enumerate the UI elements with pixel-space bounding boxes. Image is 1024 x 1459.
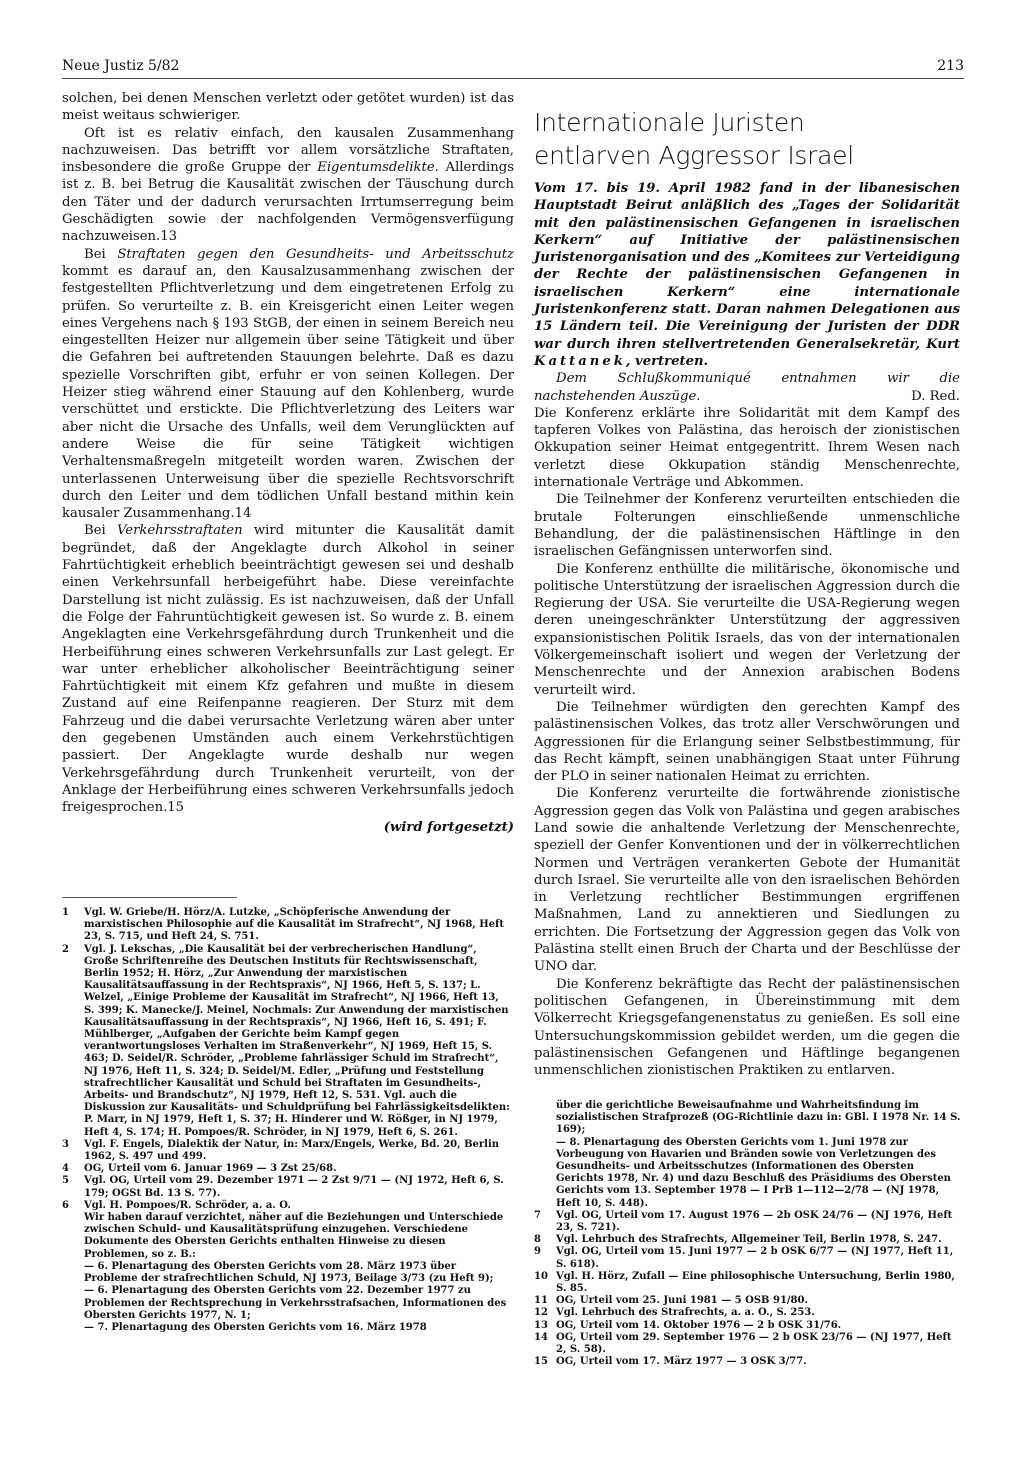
footnote xyxy=(534,1320,962,1332)
page-header xyxy=(62,58,964,74)
footnotes-left xyxy=(62,907,512,1334)
footnote-text: OG, Urteil vom 6. Januar 1969 — 3 Zst 25/68. xyxy=(84,1163,337,1175)
footnote-text: OG, Urteil vom 14. Oktober 1976 — 2 b OSK 31/76. xyxy=(556,1319,842,1331)
editor-signature: D. Red. xyxy=(911,388,960,404)
paragraph: solchen, bei denen Menschen verletzt oder getötet wurden) ist das meist weitaus schwieriger. xyxy=(62,91,514,124)
paragraph: Die Konferenz enthüllte die militärische, ökonomische und politische Unterstützung der israelischen Aggression durch die Regierung der USA. Sie verurteilte die USA-Regierung wegen deren uneingeschränkter Unterstützung der aggressiven expansionistischen Politik Israels, das von der internationalen Völkergemeinschaft isoliert und wegen der Verletzung der Menschenrechte und der Annexion arabischen Bodens verurteilt wird. xyxy=(534,561,960,698)
footnote-text: Vgl. W. Griebe/H. Hörz/A. Lutzke, „Schöpferische Anwendung der marxistischen Philosophie auf die Kausalität im Strafrecht“, NJ 1968, Heft 23, S. 715, und Heft 24, S. 751. xyxy=(84,907,504,943)
paragraph: Die Teilnehmer der Konferenz verurteilten entschieden die brutale Folterungen einschließende unmenschliche Behandlung, der die palästinensischen Häftlinge in den israelischen Gefängnissen unterworfen sind. xyxy=(534,492,960,560)
footnote-text: Vgl. J. Lekschas, „Die Kausalität bei der verbrecherischen Handlung“, Große Schriftenreihe des Deutschen Instituts für Rechtswissenschaft, Berlin 1952; H. Hörz, „Zur Anwendung der marxistischen Kausalitätsauffassung in der Rechtspraxis“, NJ 1966, Heft 5, S. 137; L. Welzel, „Einige Probleme der Kausalität im Strafrecht“, NJ 1966, Heft 13, S. 399; K. Manecke/J. Meinel, Nochmals: Zur Anwendung der marxistischen Kausalitätsauffassung in der Rechtspraxis“, NJ 1966, Heft 16, S. 491; F. Mühlberger, „Aufgaben der Gerichte beim Kampf gegen verantwortungsloses Verhalten im Straßenverkehr“, NJ 1969, Heft 15, S. 463; D. Seidel/R. Schröder, „Probleme fahrlässiger Schuld im Strafrecht“, NJ 1976, Heft 11, S. 324; D. Seidel/M. Edler, „Prüfung und Feststellung strafrechtlicher Kausalität und Schuld bei Straftaten im Gesundheits-, Arbeits- und Brandschutz“, NJ 1979, Heft 12, S. 531. Vgl. auch die Diskussion zur Kausalitäts- und Schuldprüfung bei Fahrlässigkeitsdelikten: P. Marr, in NJ 1979, Heft 1, S. 37; H. Hinderer und W. Rößger, in NJ 1979, Heft 4, S. 174; H. Pompoes/R. Schröder, in NJ 1979, Heft 6, S. 261. xyxy=(84,943,510,1138)
footnote-text: Vgl. Lehrbuch des Strafrechts, a. a. O., S. 253. xyxy=(556,1307,815,1319)
article-lead: Vom 17. bis 19. April 1982 fand in der libanesischen Hauptstadt Beirut anläßlich des „Tages der Solidarität mit den palästinensischen Gefangenen in israelischen Kerkern“ auf Initiative der palästinensischen Juristenorganisation und des „Komitees zur Verteidigung der Rechte der palästinensischen Gefangenen in israelischen Kerkern“ eine internationale Juristenkonferenz statt. Daran nahmen Delegationen aus 15 Ländern teil. Die Vereinigung der Juristen der DDR war durch ihren stellvertretenden Generalsekretär, Kurt Kattanek, vertreten. xyxy=(534,181,960,369)
left-article-column xyxy=(62,90,514,837)
footnote-number: 13 xyxy=(534,1319,548,1331)
footnote xyxy=(534,1234,962,1246)
footnote xyxy=(62,1139,512,1163)
header-rule xyxy=(62,78,964,79)
footnote xyxy=(534,1356,962,1368)
footnote xyxy=(534,1271,962,1295)
footnote xyxy=(62,944,512,1139)
footnote-text: Vgl. H. Hörz, Zufall — Eine philosophische Untersuchung, Berlin 1980, S. 85. xyxy=(556,1270,955,1295)
footnote-number: 4 xyxy=(62,1163,69,1175)
paragraph: Bei Straftaten gegen den Gesundheits- und Arbeitsschutz kommt es darauf an, den Kausalzusammenhang zwischen der festgestellten Pflichtverletzung und dem eingetretenen Erfolg zu prüfen. So verurteilte z. B. ein Kreisgericht einen Leiter wegen eines Vergehens nach § 193 StGB, der einen in seinem Bereich neu eingestellten Heizer nur allgemein über seine Tätigkeit und über die Gefahren bei auftretenden Stauungen belehrte. Daß es dazu spezielle Vorschriften gibt, erfuhr er von seinen Kollegen. Der Heizer stieg während einer Stauung auf den Kohlenberg, wurde verschüttet und erstickte. Die Pflichtverletzung des Leiters war aber nicht die Ursache des Unfalls, weil dem Verunglückten auf andere Weise die für seine Tätigkeit wichtigen Verhaltensmaßregeln mitgeteilt worden waren. Zwischen der unterlassenen Unterweisung über die spezielle Rechtsvorschrift durch den Leiter und dem tödlichen Unfall bestand mithin kein kausaler Zusammenhang.14 xyxy=(62,246,514,522)
footnote-text: OG, Urteil vom 17. März 1977 — 3 OSK 3/77. xyxy=(556,1356,807,1368)
footnote xyxy=(534,1246,962,1270)
paragraph: Die Konferenz erklärte ihre Solidarität mit dem Kampf des tapferen Volkes von Palästina, das heroisch der zionistischen Okkupation seiner Heimat entgegentritt. Ihrem Wesen nach verletzt diese Okkupation ständig Menschenrechte, internationale Verträge und Abkommen. xyxy=(534,405,960,491)
continued-note: (wird fortgesetzt) xyxy=(383,820,514,836)
footnote-text: OG, Urteil vom 29. September 1976 — 2 b OSK 23/76 — (NJ 1977, Heft 2, S. 58). xyxy=(556,1331,952,1356)
paragraph: Die Konferenz bekräftigte das Recht der palästinensischen politischen Gefangenen, in Übereinstimmung mit dem Völkerrecht Kriegsgefangenenstatus zu genießen. Es soll eine Untersuchungskommission gebildet werden, um die gegen die palästinensischen Gefangenen und Häftlinge begangenen unmenschlichen zionistischen Praktiken zu entlarven. xyxy=(534,976,960,1079)
article-title: Internationale Juristen entlarven Aggressor Israel xyxy=(534,108,854,170)
paragraph: Bei Verkehrsstraftaten wird mitunter die Kausalität damit begründet, daß der Angeklagte durch Alkohol in seiner Fahrtüchtigkeit erheblich beeinträchtigt gewesen sei und deshalb einen Verkehrsunfall herbeigeführt habe. Diese vereinfachte Darstellung ist nicht zulässig. Es ist nachzuweisen, daß der Unfall die Folge der Fahruntüchtigkeit gewesen ist. So wurde z. B. einem Angeklagten eine Verkehrsgefährdung durch Trunkenheit und die Herbeiführung eines schweren Verkehrsunfalls zur Last gelegt. Er war unter erheblicher alkoholischer Beeinträchtigung seiner Fahrtüchtigkeit mit einem Kfz gefahren und mußte in diesem Zustand auf eine Reifenpanne reagieren. Der Sturz mit dem Fahrzeug und die dabei verursachte Verletzung wären aber unter den gegebenen Umständen auch einem Verkehrstüchtigen passiert. Der Angeklagte wurde deshalb nur wegen Verkehrsgefährdung durch Trunkenheit verurteilt, von der Anklage der Herbeiführung eines schweren Verkehrsunfalls jedoch freigesprochen.15 xyxy=(62,523,514,816)
footnote xyxy=(62,1163,512,1175)
footnote-number: 12 xyxy=(534,1307,548,1319)
footnote-number: 15 xyxy=(534,1356,548,1368)
page-number: 213 xyxy=(937,58,964,74)
right-article-column xyxy=(534,106,960,1079)
footnote-text: OG, Urteil vom 25. Juni 1981 — 5 OSB 91/80. xyxy=(556,1295,808,1307)
footnote-text: Vgl. OG, Urteil vom 17. August 1976 — 2b OSK 24/76 — (NJ 1976, Heft 23, S. 721). xyxy=(556,1209,953,1234)
footnote-number: 8 xyxy=(534,1234,541,1246)
footnote-text: Vgl. F. Engels, Dialektik der Natur, in: Marx/Engels, Werke, Bd. 20, Berlin 1962, S. 497 und 499. xyxy=(84,1138,500,1163)
footnotes-right xyxy=(534,1100,962,1368)
footnote xyxy=(62,1175,512,1199)
footnote xyxy=(534,1100,962,1210)
footnote xyxy=(62,907,512,944)
footnote xyxy=(534,1210,962,1234)
footnote-number: 6 xyxy=(62,1199,69,1211)
footnote xyxy=(62,1200,512,1334)
footnote-number: 14 xyxy=(534,1331,548,1343)
footnote-number: 5 xyxy=(62,1175,69,1187)
footnote xyxy=(534,1295,962,1307)
paragraph: Die Konferenz verurteilte die fortwährende zionistische Aggression gegen das Volk von Palästina und gegen arabisches Land sowie die anhaltende Verletzung der Menschenrechte, speziell der Genfer Konventionen und der in völkerrechtlichen Normen und Verträgen verankerten Gebote der Humanität durch Israel. Sie verurteilte alle von den israelischen Behörden in Verletzung rechtlicher Bestimmungen ergriffenen Maßnahmen, Land zu annektieren und Siedlungen zu errichten. Die Fortsetzung der Aggression gegen das Volk von Palästina stellt einen Bruch der Charta und der Beschlüsse der UNO dar. xyxy=(534,786,960,975)
footnote-number: 3 xyxy=(62,1138,69,1150)
footnote-number: 1 xyxy=(62,907,69,918)
footnote-number: 11 xyxy=(534,1295,548,1307)
footnote-number: 2 xyxy=(62,943,69,955)
paragraph: Oft ist es relativ einfach, den kausalen Zusammenhang nachzuweisen. Das betrifft vor allem vorsätzliche Straftaten, insbesondere die große Gruppe der Eigentumsdelikte. Allerdings ist z. B. bei Betrug die Kausalität zwischen der Täuschung durch den Täter und der dadurch verursachten Irrtumserregung beim Geschädigten sowie der nachfolgenden Vermögensverfügung nachzuweisen.13 xyxy=(62,125,514,245)
footnote-text: Vgl. OG, Urteil vom 15. Juni 1977 — 2 b OSK 6/77 — (NJ 1977, Heft 11, S. 618). xyxy=(556,1246,954,1270)
footnote-number xyxy=(534,1100,556,1210)
footnote xyxy=(534,1307,962,1319)
journal-title: Neue Justiz 5/82 xyxy=(62,58,180,74)
footnote-number: 9 xyxy=(534,1246,541,1258)
editor-note: Dem Schlußkommuniqué entnahmen wir die nachstehenden Auszüge. D. Red. xyxy=(534,371,960,404)
footnote-number: 10 xyxy=(534,1270,548,1282)
footnote-text: über die gerichtliche Beweisaufnahme und Wahrheitsfindung im sozialistischen Strafprozeß (OG-Richtlinie dazu in: GBl. I 1978 Nr. 14 S. 169); — 8. Plenartagung des Obersten Gerichts vom 1. Juni 1978 zur Vorbeugung von Havarien und Bränden sowie von Verletzungen des Gesundheits- und Arbeitsschutzes (Informationen des Obersten Gerichts 1978, Nr. 4) und dazu Beschluß des Präsidiums des Obersten Gerichts vom 13. September 1978 — I PrB 1—112—2/78 — (NJ 1978, Heft 10, S. 448). xyxy=(556,1100,961,1209)
paragraph: Die Teilnehmer würdigten den gerechten Kampf des palästinensischen Volkes, das trotz aller Verschwörungen und Aggressionen für die Erlangung seiner Selbstbestimmung, für das Recht kämpft, seinen unabhängigen Staat unter Führung der PLO in seiner nationalen Heimat zu errichten. xyxy=(534,699,960,785)
footnote-rule xyxy=(62,897,237,898)
footnote-text: Vgl. OG, Urteil vom 29. Dezember 1971 — 2 Zst 9/71 — (NJ 1972, Heft 6, S. 179; OGSt Bd. 13 S. 77). xyxy=(84,1175,504,1199)
footnote-number: 7 xyxy=(534,1209,541,1221)
footnote xyxy=(534,1332,962,1356)
footnote-text: Vgl. Lehrbuch des Strafrechts, Allgemeiner Teil, Berlin 1978, S. 247. xyxy=(556,1234,942,1246)
footnote-text: Vgl. H. Pompoes/R. Schröder, a. a. O. Wir haben darauf verzichtet, näher auf die Beziehungen und Unterschiede zwischen Schuld- und Kausalitätsprüfung einzugehen. Verschiedene Dokumente des Obersten Gerichts enthalten Hinweise zu diesen Problemen, so z. B.: — 6. Plenartagung des Obersten Gerichts vom 28. März 1973 über Probleme der strafrechtlichen Schuld, NJ 1973, Beilage 3/73 (zu Heft 9); — 6. Plenartagung des Obersten Gerichts vom 22. Dezember 1977 zu Problemen der Rechtsprechung in Verkehrsstrafsachen, Informationen des Obersten Gerichts 1977, N. 1; — 7. Plenartagung des Obersten Gerichts vom 16. März 1978 xyxy=(84,1199,507,1333)
